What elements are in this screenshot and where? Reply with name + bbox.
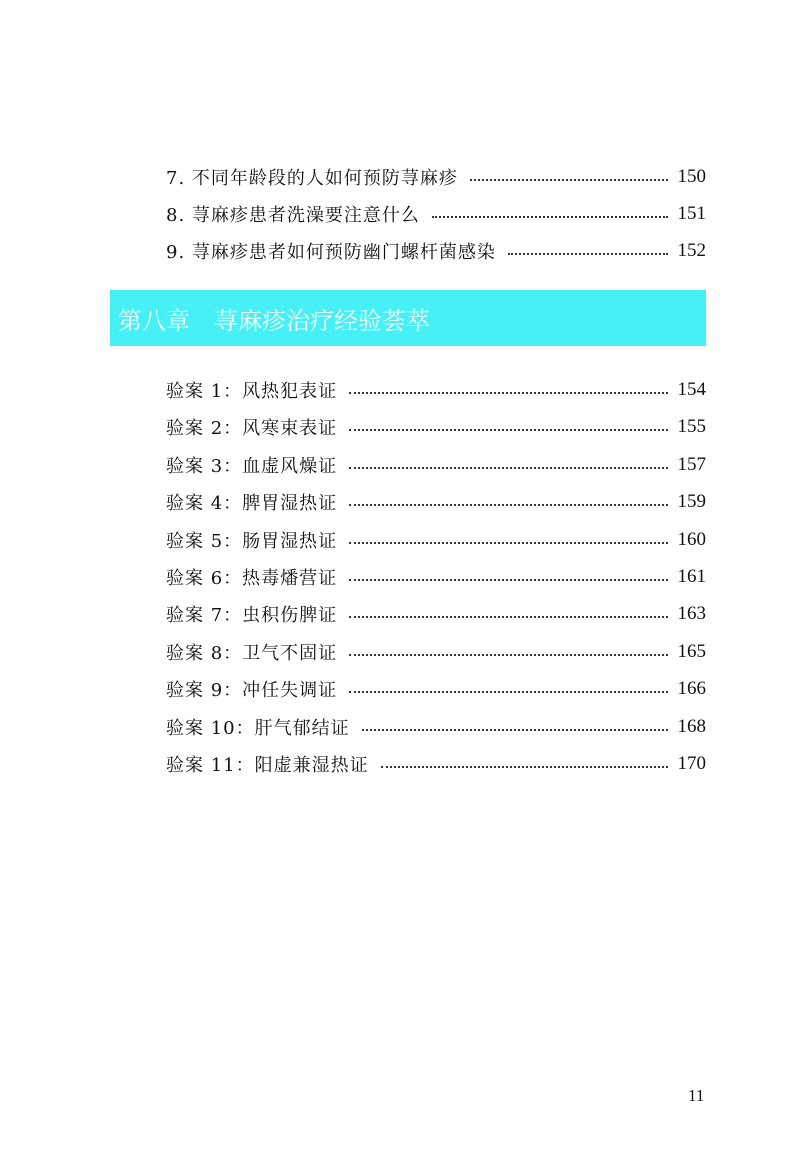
toc-entry-page: 168 <box>677 716 706 737</box>
toc-entry-label: 验案 10：肝气郁结证 <box>166 718 350 739</box>
toc-entry[interactable] <box>166 199 706 229</box>
toc-entry-label: 验案 7：虫积伤脾证 <box>166 605 338 626</box>
toc-entry[interactable] <box>166 674 706 704</box>
toc-entry[interactable] <box>166 637 706 667</box>
dot-leader <box>349 504 667 506</box>
toc-entry[interactable] <box>166 562 706 592</box>
chapter-heading-bar[interactable] <box>110 290 706 346</box>
toc-entry-label: 7. 不同年龄段的人如何预防荨麻疹 <box>166 168 458 189</box>
chapter-title: 第八章 荨麻疹治疗经验荟萃 <box>118 306 430 335</box>
toc-entry-label: 验案 4：脾胃湿热证 <box>166 493 338 514</box>
toc-entry[interactable] <box>166 749 706 779</box>
dot-leader <box>349 542 667 544</box>
toc-entry-label: 9. 荨麻疹患者如何预防幽门螺杆菌感染 <box>166 242 496 263</box>
dot-leader <box>470 179 668 181</box>
toc-entry-label: 验案 11：阳虚兼湿热证 <box>166 755 369 776</box>
toc-entry-page: 151 <box>677 203 706 224</box>
toc-entry-label: 验案 3：血虚风燥证 <box>166 456 338 477</box>
toc-entry-label: 验案 6：热毒燔营证 <box>166 568 338 589</box>
toc-entry-page: 152 <box>677 240 706 261</box>
dot-leader <box>508 253 668 255</box>
toc-entry-page: 157 <box>677 454 706 475</box>
toc-entry-label: 验案 2：风寒束表证 <box>166 418 338 439</box>
toc-entry-label: 验案 8：卫气不固证 <box>166 643 338 664</box>
dot-leader <box>349 691 667 693</box>
dot-leader <box>381 766 668 768</box>
toc-entry-page: 170 <box>677 753 706 774</box>
toc-entry-page: 159 <box>677 491 706 512</box>
toc-entry-label: 8. 荨麻疹患者洗澡要注意什么 <box>166 205 420 226</box>
dot-leader <box>349 654 667 656</box>
dot-leader <box>349 467 667 469</box>
toc-entry-page: 163 <box>677 603 706 624</box>
dot-leader <box>349 616 667 618</box>
dot-leader <box>349 429 667 431</box>
dot-leader <box>349 579 667 581</box>
page-number: 11 <box>688 1086 705 1105</box>
toc-entry-page: 150 <box>677 166 706 187</box>
dot-leader <box>362 729 668 731</box>
toc-entry[interactable] <box>166 412 706 442</box>
toc-entry[interactable] <box>166 487 706 517</box>
toc-entry[interactable] <box>166 599 706 629</box>
toc-entry-page: 154 <box>677 379 706 400</box>
dot-leader <box>432 216 668 218</box>
toc-entry[interactable] <box>166 450 706 480</box>
toc-entry-label: 验案 9：冲任失调证 <box>166 680 338 701</box>
toc-entry[interactable] <box>166 162 706 192</box>
toc-entry-page: 165 <box>677 641 706 662</box>
toc-entry-page: 166 <box>677 678 706 699</box>
toc-entry[interactable] <box>166 375 706 405</box>
toc-entry-label: 验案 5：肠胃湿热证 <box>166 531 338 552</box>
toc-entry[interactable] <box>166 525 706 555</box>
toc-entry-page: 160 <box>677 529 706 550</box>
toc-entry-page: 161 <box>677 566 706 587</box>
toc-entry-label: 验案 1：风热犯表证 <box>166 381 338 402</box>
toc-entry-page: 155 <box>677 416 706 437</box>
dot-leader <box>349 392 667 394</box>
toc-entry[interactable] <box>166 236 706 266</box>
toc-entry[interactable] <box>166 712 706 742</box>
